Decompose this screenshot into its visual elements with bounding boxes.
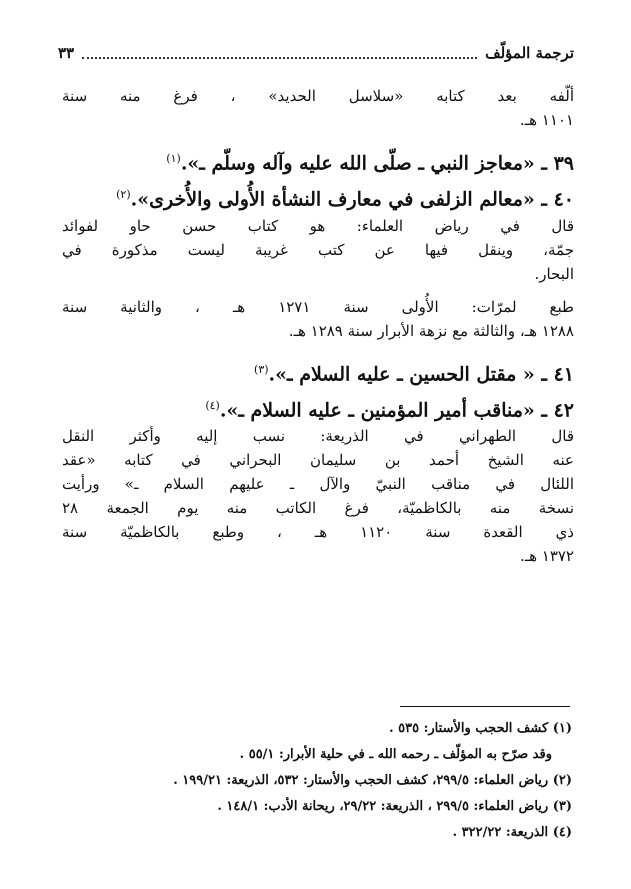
header-dot-leader [82,47,477,59]
footnote-marker: (٢) [116,188,131,202]
footnote: (١) كشف الحجب والأستار: ٥٣٥ . [389,721,572,736]
text-line: جمّة، وينقل فيها عن كتب غريبة ليست مذكورة في [62,240,574,259]
running-header [58,40,574,66]
text-line: قال الطهراني في الذريعة: نسب إليه وأكثر النقل [62,427,574,446]
main-text [62,84,574,577]
footnote: (٣) رياض العلماء: ٢٩٩/٥ ، الذريعة: ٢٩/٢٢، ريحانة الأدب: ١٤٨/١ . [217,799,572,814]
text-line: طبع لمرّات: الأُولى سنة ١٢٧١ هـ ، والثانية سنة [62,297,574,316]
page-number: ٣٣ [58,44,75,62]
entry-title: ٤٢ ـ «مناقب أمير المؤمنين ـ عليه السلام ـ». [219,399,574,422]
entry-heading [62,145,574,177]
footnote: وقد صرّح به المؤلّف ـ رحمه الله ـ في حلية الأبرار: ٥٥/١ . [239,747,552,762]
footnotes [60,716,572,846]
text-line: ١١٠١ هـ. [519,111,574,129]
paragraph [62,424,574,568]
footnote: (٢) رياض العلماء: ٢٩٩/٥، كشف الحجب والأستار: ٥٣٢، الذريعة: ١٩٩/٢١ . [173,773,572,788]
entry-heading [62,356,574,388]
header-title: ترجمة المؤلّف [485,44,574,62]
text-line: ألّفه بعد كتابه «سلاسل الحديد» ، فرغ منه سنة [62,87,574,105]
footnote-separator [400,706,570,707]
paragraph [62,214,574,286]
text-line: ذي القعدة سنة ١١٢٠ هـ ، وطبع بالكاظميّة سنة [62,523,574,542]
footnote: (٤) الذريعة: ٣٢٢/٢٢ . [452,825,572,840]
text-line: ١٢٨٨ هـ، والثالثة مع نزهة الأبرار سنة ١٢٨٩ هـ. [288,321,574,340]
text-line: اللئال في مناقب النبيّ والآل ـ عليهم السلام ـ» ورأيت [62,475,574,494]
entry-title: ٤٠ ـ «معالم الزلفى في معارف النشأة الأُولى والأُخرى». [130,188,574,211]
paragraph [62,295,574,343]
text-line: نسخة منه بالكاظميّة، فرغ الكاتب منه يوم الجمعة ٢٨ [62,499,574,518]
footnote-marker: (٤) [205,398,220,412]
text-line: عنه الشيخ أحمد بن سليمان البحراني في كتابه «عقد [62,451,574,470]
paragraph [62,84,574,132]
text-line: ١٣٧٢ هـ. [519,547,574,566]
text-line: البحار. [534,264,574,283]
entry-heading [62,392,574,424]
entry-title: ٤١ ـ « مقتل الحسين ـ عليه السلام ـ». [268,362,574,385]
footnote-marker: (١) [166,152,181,165]
entry-heading [62,181,574,213]
text-line: قال في رياض العلماء: هو كتاب حسن حاو لفوائد [62,216,574,235]
entry-title: ٣٩ ـ «معاجز النبي ـ صلّى الله عليه وآله وسلّم ـ». [180,152,574,175]
footnote-marker: (٣) [254,362,269,376]
